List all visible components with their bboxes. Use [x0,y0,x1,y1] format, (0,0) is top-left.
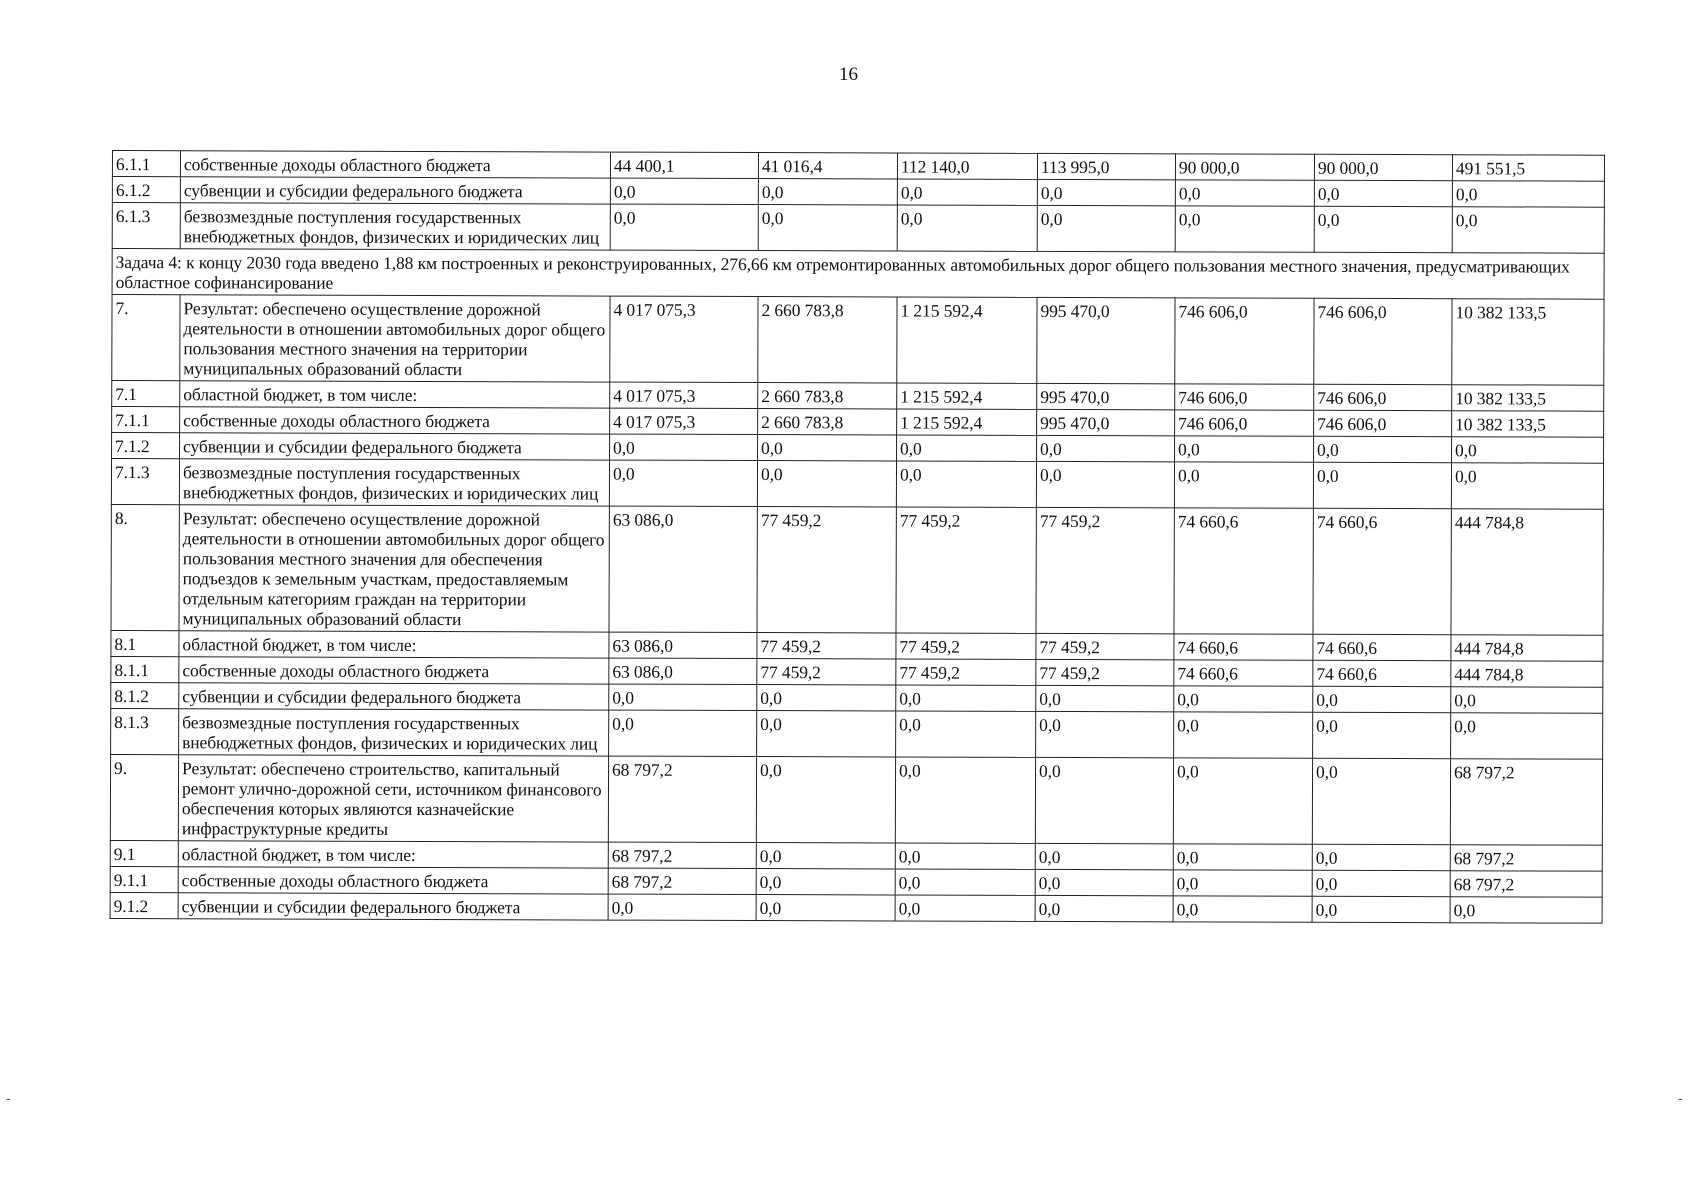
value-cell: 0,0 [897,205,1037,251]
value-cell: 444 784,8 [1451,635,1603,661]
value-cell: 68 797,2 [1450,871,1602,897]
table-body-before-task [112,151,1604,254]
value-cell: 0,0 [758,179,897,205]
value-cell: 0,0 [1035,869,1173,895]
table-row [112,295,1604,386]
value-cell: 4 017 075,3 [610,296,758,382]
value-cell: 74 660,6 [1313,508,1451,634]
value-cell: 2 660 783,8 [758,297,897,383]
value-cell: 0,0 [897,435,1037,461]
value-cell: 0,0 [1035,895,1173,921]
value-cell: 444 784,8 [1451,661,1603,687]
task-row [112,249,1604,300]
row-code: 7.1.2 [112,433,180,459]
value-cell: 63 086,0 [609,506,757,632]
value-cell: 0,0 [1173,896,1312,922]
value-cell: 74 660,6 [1313,660,1451,686]
edge-dash-mark: - [6,1090,11,1106]
value-cell: 4 017 075,3 [610,382,758,408]
row-code: 7.1.3 [111,459,179,505]
value-cell: 995 470,0 [1037,409,1175,435]
row-code: 6.1.3 [112,203,180,249]
value-cell: 746 606,0 [1314,410,1452,436]
value-cell: 10 382 133,5 [1452,411,1604,437]
value-cell: 77 459,2 [1036,659,1174,685]
row-name: безвозмездные поступления государственных внебюджетных фондов, физических и юридических лиц [179,459,609,506]
table-body-after-task [110,295,1604,924]
row-name: субвенции и субсидии федерального бюджета [180,433,610,460]
value-cell: 63 086,0 [609,632,757,658]
value-cell: 74 660,6 [1174,660,1313,686]
value-cell: 0,0 [1452,207,1604,253]
value-cell: 0,0 [1036,711,1174,757]
value-cell: 746 606,0 [1175,298,1314,384]
row-name: собственные доходы областного бюджета [180,407,610,434]
value-cell: 0,0 [1312,870,1450,896]
value-cell: 0,0 [1313,462,1451,508]
row-code: 7.1.1 [112,407,180,433]
value-cell: 995 470,0 [1037,383,1175,409]
value-cell: 0,0 [1175,206,1314,252]
row-name: собственные доходы областного бюджета [179,657,609,684]
value-cell: 0,0 [1035,757,1173,843]
value-cell: 0,0 [756,895,895,921]
value-cell: 1 215 592,4 [897,383,1037,409]
value-cell: 0,0 [756,869,895,895]
page-number: 16 [839,64,858,85]
row-name: Результат: обеспечено осуществление дорожной деятельности в отношении автомобильных дорог общего пользования местного значения на территории муниципальных образований области [180,295,610,382]
value-cell: 0,0 [1036,685,1174,711]
value-cell: 0,0 [608,894,756,920]
value-cell: 0,0 [1313,712,1451,758]
row-code: 8.1 [111,630,179,656]
value-cell: 77 459,2 [1036,633,1174,659]
value-cell: 0,0 [610,204,758,250]
value-cell: 74 660,6 [1174,508,1313,634]
value-cell: 0,0 [1451,463,1603,509]
value-cell: 2 660 783,8 [758,383,897,409]
row-name: субвенции и субсидии федерального бюджета [179,683,609,710]
value-cell: 0,0 [1313,686,1451,712]
value-cell: 68 797,2 [1450,759,1602,845]
value-cell: 746 606,0 [1314,384,1452,410]
row-code: 8. [111,504,179,630]
row-code: 9. [110,754,178,840]
value-cell: 0,0 [1036,461,1174,507]
row-name: субвенции и субсидии федерального бюджета [180,177,610,204]
row-name: собственные доходы областного бюджета [180,151,610,178]
value-cell: 0,0 [1314,206,1452,252]
value-cell: 10 382 133,5 [1452,299,1604,385]
value-cell: 90 000,0 [1314,154,1452,180]
value-cell: 995 470,0 [1037,297,1175,383]
value-cell: 74 660,6 [1313,634,1451,660]
value-cell: 77 459,2 [757,633,896,659]
value-cell: 0,0 [1451,713,1603,759]
table-row [112,203,1604,254]
value-cell: 746 606,0 [1175,384,1314,410]
value-cell: 10 382 133,5 [1452,385,1604,411]
row-name: безвозмездные поступления государственных внебюджетных фондов, физических и юридических лиц [179,709,609,756]
row-name: собственные доходы областного бюджета [178,867,608,894]
row-code: 8.1.2 [111,682,179,708]
value-cell: 90 000,0 [1175,154,1314,180]
value-cell: 0,0 [610,178,758,204]
row-code: 9.1 [110,840,178,866]
table-row [111,459,1603,510]
edge-dash-mark: - [1678,1090,1683,1106]
value-cell: 68 797,2 [608,868,756,894]
value-cell: 68 797,2 [1450,845,1602,871]
value-cell: 113 995,0 [1037,153,1175,179]
value-cell: 4 017 075,3 [610,408,758,434]
value-cell: 0,0 [895,757,1035,843]
value-cell: 0,0 [896,461,1036,507]
value-cell: 2 660 783,8 [758,409,897,435]
table-row [111,504,1603,635]
value-cell: 0,0 [896,711,1036,757]
table-row [110,892,1602,923]
row-code: 8.1.1 [111,656,179,682]
row-code: 7.1 [112,381,180,407]
value-cell: 0,0 [609,684,757,710]
row-name: областной бюджет, в том числе: [179,631,609,658]
value-cell: 68 797,2 [608,842,756,868]
row-code: 9.1.1 [110,866,178,892]
value-cell: 1 215 592,4 [897,409,1037,435]
value-cell: 77 459,2 [757,659,896,685]
value-cell: 0,0 [758,435,897,461]
value-cell: 0,0 [896,685,1036,711]
row-name: субвенции и субсидии федерального бюджета [178,893,608,920]
value-cell: 1 215 592,4 [897,297,1037,383]
row-code: 6.1.1 [112,151,180,177]
table-row [110,754,1602,845]
value-cell: 444 784,8 [1451,509,1603,635]
value-cell: 491 551,5 [1452,155,1604,181]
value-cell: 0,0 [1174,462,1313,508]
value-cell: 0,0 [610,434,758,460]
value-cell: 77 459,2 [896,507,1036,633]
value-cell: 0,0 [1173,844,1312,870]
row-name: областной бюджет, в том числе: [178,841,608,868]
row-code: 7. [112,295,180,381]
value-cell: 0,0 [1173,870,1312,896]
row-name: Результат: обеспечено осуществление дорожной деятельности в отношении автомобильных дорог общего пользования местного значения для обеспечения подъездов к земельным участкам, предоставляемым отдельным категориям граждан на территории муниципальных образований области [179,505,609,632]
row-code: 6.1.2 [112,177,180,203]
value-cell: 41 016,4 [758,153,897,179]
row-code: 8.1.3 [111,708,179,754]
value-cell: 0,0 [895,843,1035,869]
task-4-text: Задача 4: к концу 2030 года введено 1,88 км построенных и реконструированных, 276,66 км отремонтированных автомобильных дорог общего пользования местного значения, предусматривающих областное софинансирование [112,249,1604,300]
row-code: 9.1.2 [110,892,178,918]
value-cell: 0,0 [1037,179,1175,205]
value-cell: 0,0 [609,710,757,756]
value-cell: 0,0 [1035,843,1173,869]
value-cell: 63 086,0 [609,658,757,684]
row-name: областной бюджет, в том числе: [180,381,610,408]
value-cell: 0,0 [1312,896,1450,922]
budget-table [110,150,1605,924]
table-row [111,708,1603,759]
value-cell: 68 797,2 [608,756,756,842]
value-cell: 0,0 [1314,436,1452,462]
value-cell: 0,0 [1175,180,1314,206]
value-cell: 77 459,2 [757,507,896,633]
task-section [112,249,1604,300]
value-cell: 0,0 [1174,712,1313,758]
value-cell: 0,0 [1312,844,1450,870]
value-cell: 0,0 [1175,436,1314,462]
value-cell: 0,0 [1174,686,1313,712]
value-cell: 74 660,6 [1174,634,1313,660]
value-cell: 0,0 [756,843,895,869]
row-name: безвозмездные поступления государственных внебюджетных фондов, физических и юридических лиц [180,203,610,250]
value-cell: 77 459,2 [896,659,1036,685]
value-cell: 0,0 [756,757,895,843]
value-cell: 0,0 [895,869,1035,895]
value-cell: 746 606,0 [1175,410,1314,436]
value-cell: 0,0 [1037,205,1175,251]
value-cell: 77 459,2 [896,633,1036,659]
value-cell: 0,0 [1450,897,1602,923]
value-cell: 0,0 [1314,180,1452,206]
value-cell: 0,0 [757,685,896,711]
value-cell: 0,0 [1452,181,1604,207]
value-cell: 44 400,1 [610,152,758,178]
value-cell: 0,0 [1173,758,1312,844]
value-cell: 0,0 [1037,435,1175,461]
value-cell: 0,0 [1452,437,1604,463]
value-cell: 0,0 [897,179,1037,205]
value-cell: 112 140,0 [897,153,1037,179]
value-cell: 0,0 [1451,687,1603,713]
value-cell: 0,0 [895,895,1035,921]
value-cell: 0,0 [758,205,897,251]
value-cell: 77 459,2 [1036,507,1174,633]
value-cell: 0,0 [757,711,896,757]
value-cell: 0,0 [757,461,896,507]
value-cell: 746 606,0 [1314,298,1452,384]
value-cell: 0,0 [1312,758,1450,844]
row-name: Результат: обеспечено строительство, капитальный ремонт улично-дорожной сети, источником финансового обеспечения которых являются казначейские инфраструктурные кредиты [178,755,608,842]
value-cell: 0,0 [609,460,757,506]
